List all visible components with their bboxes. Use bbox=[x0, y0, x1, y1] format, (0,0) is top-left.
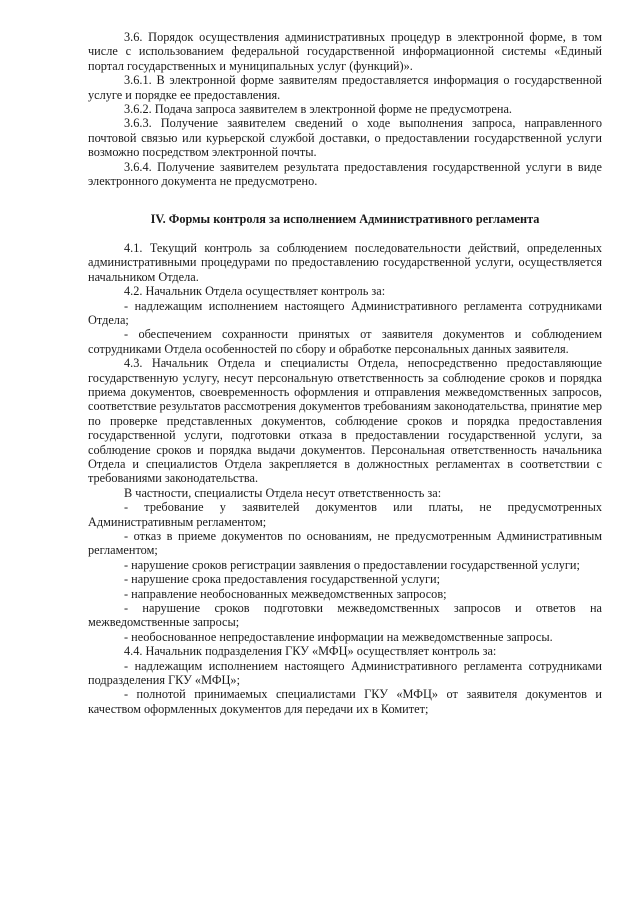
list-item: - направление необоснованных межведомственных запросов; bbox=[124, 586, 447, 601]
list-item: - нарушение сроков регистрации заявления о предоставлении государственной услуги; bbox=[124, 557, 580, 572]
paragraph-4-2: 4.2. Начальник Отдела осуществляет контроль за: bbox=[124, 284, 386, 299]
list-item: - нарушение сроков подготовки межведомственных запросов и ответов на межведомственные запросы; bbox=[88, 601, 602, 630]
paragraph-4-4: 4.4. Начальник подразделения ГКУ «МФЦ» осуществляет контроль за: bbox=[124, 644, 497, 659]
paragraph-3-6-2: 3.6.2. Подача запроса заявителем в электронной форме не предусмотрена. bbox=[124, 102, 513, 117]
paragraph-4-1: 4.1. Текущий контроль за соблюдением последовательности действий, определенных административными процедурами по предоставлению государственной услуги, осуществляется начальником Отдела. bbox=[88, 240, 602, 284]
list-item: - полнотой принимаемых специалистами ГКУ «МФЦ» от заявителя документов и качеством оформленных документов для передачи их в Комитет; bbox=[88, 687, 602, 716]
list-item: - отказ в приеме документов по основаниям, не предусмотренным Административным регламентом; bbox=[88, 529, 602, 558]
paragraph-responsibility-intro: В частности, специалисты Отдела несут ответственность за: bbox=[124, 485, 442, 500]
paragraph-3-6-3: 3.6.3. Получение заявителем сведений о ходе выполнения запроса, направленного почтовой связью или курьерской службой доставки, о предоставлении государственной услуги возможно посредством электронной почты. bbox=[88, 116, 602, 160]
list-item: - нарушение срока предоставления государственной услуги; bbox=[124, 572, 440, 587]
list-item: - требование у заявителей документов или платы, не предусмотренных Административным регламентом; bbox=[88, 500, 602, 529]
list-item: - необоснованное непредоставление информации на межведомственные запросы. bbox=[124, 629, 553, 644]
paragraph-3-6: 3.6. Порядок осуществления административных процедур в электронной форме, в том числе с использованием федеральной государственной информационной системы «Единый портал государственных и муниципальных услуг (функций)». bbox=[88, 30, 602, 73]
top-section bbox=[88, 30, 602, 188]
paragraph-3-6-1: 3.6.1. В электронной форме заявителям предоставляется информация о государственной услуге и порядке ее предоставления. bbox=[88, 73, 602, 102]
list-item: - обеспечением сохранности принятых от заявителя документов и соблюдением сотрудниками Отдела особенностей по сбору и обработке персональных данных заявителя. bbox=[88, 327, 602, 356]
section-body bbox=[88, 241, 602, 716]
section-heading: IV. Формы контроля за исполнением Административного регламента bbox=[150, 212, 540, 227]
paragraph-3-6-4: 3.6.4. Получение заявителем результата предоставления государственной услуги в виде электронного документа не предусмотрено. bbox=[88, 159, 602, 189]
list-item: - надлежащим исполнением настоящего Административного регламента сотрудниками Отдела; bbox=[88, 298, 602, 327]
paragraph-4-3: 4.3. Начальник Отдела и специалисты Отдела, непосредственно предоставляющие государственную услугу, несут персональную ответственность за соблюдение сроков и порядка приема документов, своевременность оформления и отправления межведомственных запросов, соответствие результатов рассмотрения документов требованиям законодательства, принятие мер по проверке представленных документов, соблюдение сроков и порядка предоставления государственной услуги, подготовки отказа в предоставлении государственной услуги, за соблюдение сроков и порядка выдачи документов. Персональная ответственность начальника Отдела и специалистов Отдела закрепляется в должностных регламентах в соответствии с требованиями законодательства. bbox=[88, 356, 602, 486]
list-item: - надлежащим исполнением настоящего Административного регламента сотрудниками подразделения ГКУ «МФЦ»; bbox=[88, 658, 602, 688]
